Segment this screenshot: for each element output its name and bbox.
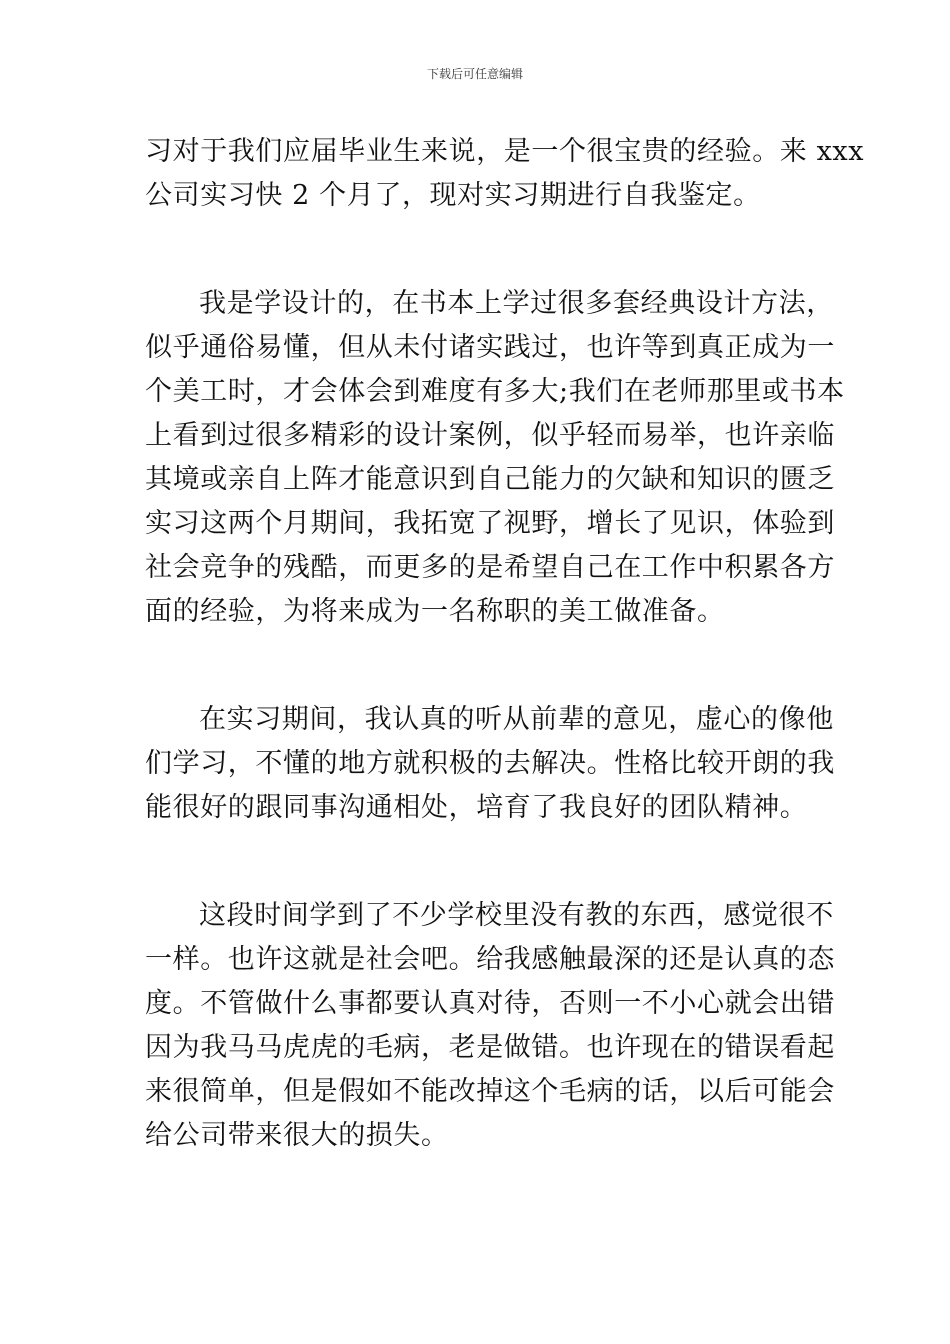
paragraph-1 bbox=[145, 130, 865, 218]
paragraph-2 bbox=[145, 282, 845, 634]
paragraph-line: 实习这两个月期间，我拓宽了视野，增长了见识，体验到 bbox=[145, 508, 835, 539]
paragraph-line: 来很简单，但是假如不能改掉这个毛病的话，以后可能会 bbox=[145, 1076, 835, 1107]
paragraph-line: 似乎通俗易懂，但从未付诸实践过，也许等到真正成为一 bbox=[145, 332, 835, 363]
paragraph-gap bbox=[145, 634, 809, 698]
paragraph-line: 能很好的跟同事沟通相处，培育了我良好的团队精神。 bbox=[145, 792, 808, 823]
paragraph-line: 一样。也许这就是社会吧。给我感触最深的还是认真的态 bbox=[145, 944, 835, 975]
page-header: 下载后可任意编辑 bbox=[426, 67, 523, 81]
paragraph-line: 上看到过很多精彩的设计案例，似乎轻而易举，也许亲临 bbox=[145, 420, 835, 451]
paragraph-line: 习对于我们应届毕业生来说，是一个很宝贵的经验。来 xxx bbox=[145, 136, 865, 167]
paragraph-line: 其境或亲自上阵才能意识到自己能力的欠缺和知识的匮乏 bbox=[145, 464, 835, 495]
paragraph-line: 度。不管做什么事都要认真对待，否则一不小心就会出错 bbox=[145, 988, 835, 1019]
paragraph-line: 这段时间学到了不少学校里没有教的东西，感觉很不 bbox=[199, 900, 834, 931]
paragraph-line: 个美工时，才会体会到难度有多大;我们在老师那里或书本 bbox=[145, 376, 845, 407]
paragraph-gap bbox=[145, 218, 809, 282]
paragraph-line: 我是学设计的，在书本上学过很多套经典设计方法， bbox=[199, 288, 834, 319]
document-body bbox=[145, 130, 865, 1158]
paragraph-3 bbox=[145, 698, 835, 830]
paragraph-line: 在实习期间，我认真的听从前辈的意见，虚心的像他 bbox=[199, 704, 834, 735]
paragraph-4 bbox=[145, 894, 835, 1158]
paragraph-line: 社会竞争的残酷，而更多的是希望自己在工作中积累各方 bbox=[145, 552, 835, 583]
paragraph-line: 因为我马马虎虎的毛病，老是做错。也许现在的错误看起 bbox=[145, 1032, 835, 1063]
paragraph-gap bbox=[145, 830, 809, 894]
paragraph-line: 公司实习快 2 个月了，现对实习期进行自我鉴定。 bbox=[145, 180, 761, 211]
paragraph-line: 们学习，不懂的地方就积极的去解决。性格比较开朗的我 bbox=[145, 748, 835, 779]
paragraph-line: 给公司带来很大的损失。 bbox=[145, 1120, 449, 1151]
paragraph-line: 面的经验，为将来成为一名称职的美工做准备。 bbox=[145, 596, 725, 627]
